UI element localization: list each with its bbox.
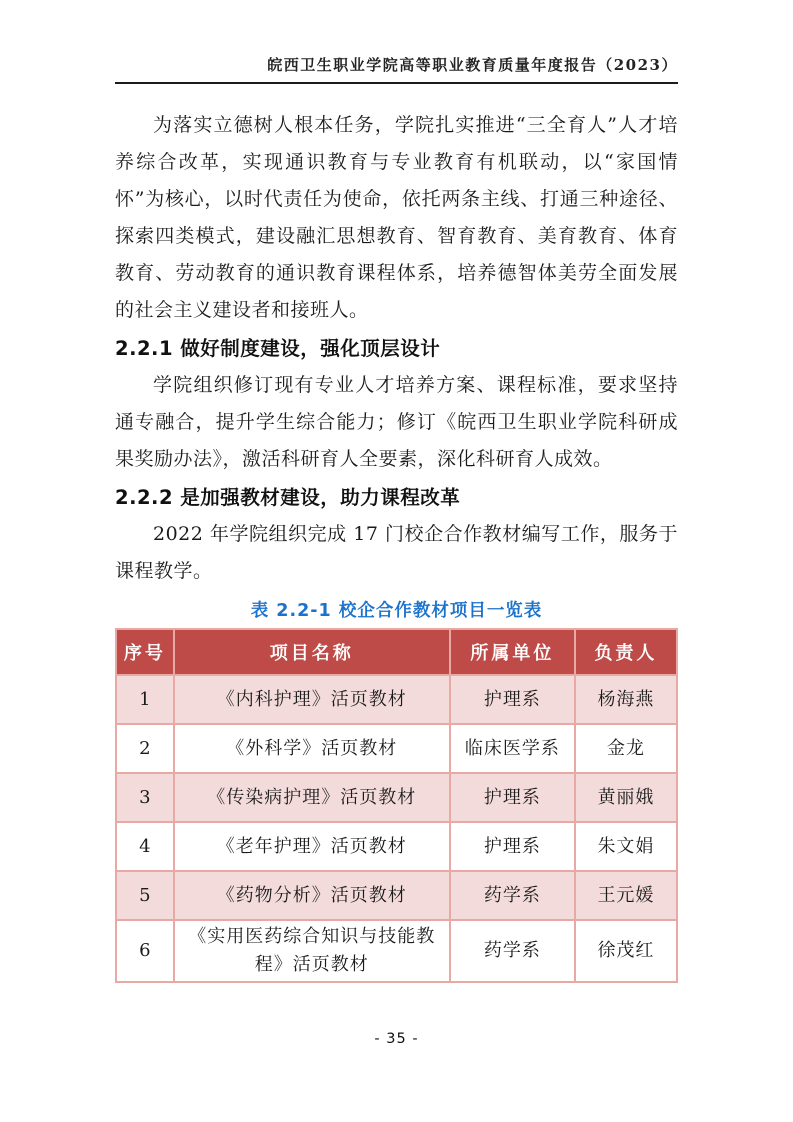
row-index-cell: 2 xyxy=(116,724,174,773)
table-row xyxy=(116,724,677,773)
person-cell: 黄丽娥 xyxy=(575,773,677,822)
unit-cell: 药学系 xyxy=(450,920,575,982)
unit-cell: 药学系 xyxy=(450,871,575,920)
person-cell: 徐茂红 xyxy=(575,920,677,982)
table-row xyxy=(116,773,677,822)
row-index-cell: 1 xyxy=(116,675,174,724)
project-table xyxy=(115,628,678,983)
project-name-cell: 《药物分析》活页教材 xyxy=(174,871,450,920)
table-row xyxy=(116,920,677,982)
project-table-header xyxy=(116,629,677,675)
unit-cell: 护理系 xyxy=(450,675,575,724)
unit-cell: 临床医学系 xyxy=(450,724,575,773)
person-cell: 金龙 xyxy=(575,724,677,773)
paragraph-2-2-2: 2022 年学院组织完成 17 门校企合作教材编写工作，服务于课程教学。 xyxy=(115,523,678,582)
header-cell-project: 项目名称 xyxy=(174,629,450,675)
page-content xyxy=(115,107,678,983)
person-cell: 王元媛 xyxy=(575,871,677,920)
person-cell: 杨海燕 xyxy=(575,675,677,724)
table-row xyxy=(116,675,677,724)
section-heading-2-2-1: 2.2.1 做好制度建设，强化顶层设计 xyxy=(115,337,441,360)
project-name-cell: 《内科护理》活页教材 xyxy=(174,675,450,724)
row-index-cell: 6 xyxy=(116,920,174,982)
project-name-cell: 《外科学》活页教材 xyxy=(174,724,450,773)
project-name-cell: 《实用医药综合知识与技能教程》活页教材 xyxy=(174,920,450,982)
table-row xyxy=(116,822,677,871)
running-header-title: 皖西卫生职业学院高等职业教育质量年度报告（2023） xyxy=(115,0,678,84)
table-header-row xyxy=(116,629,677,675)
paragraph-intro: 为落实立德树人根本任务，学院扎实推进“三全育人”人才培养综合改革，实现通识教育与专业教育有机联动，以“家国情怀”为核心，以时代责任为使命，依托两条主线、打通三种途径、探索四类模式，建设融汇思想教育、智育教育、美育教育、体育教育、劳动教育的通识教育课程体系，培养德智体美劳全面发展的社会主义建设者和接班人。 xyxy=(115,114,678,321)
unit-cell: 护理系 xyxy=(450,773,575,822)
unit-cell: 护理系 xyxy=(450,822,575,871)
row-index-cell: 4 xyxy=(116,822,174,871)
person-cell: 朱文娟 xyxy=(575,822,677,871)
header-cell-person: 负责人 xyxy=(575,629,677,675)
table-row xyxy=(116,871,677,920)
section-heading-2-2-2: 2.2.2 是加强教材建设，助力课程改革 xyxy=(115,486,461,509)
row-index-cell: 3 xyxy=(116,773,174,822)
project-name-cell: 《老年护理》活页教材 xyxy=(174,822,450,871)
paragraph-2-2-1: 学院组织修订现有专业人才培养方案、课程标准，要求坚持通专融合，提升学生综合能力；修订《皖西卫生职业学院科研成果奖励办法》，激活科研育人全要素，深化科研育人成效。 xyxy=(115,374,678,470)
table-caption: 表 2.2-1 校企合作教材项目一览表 xyxy=(250,601,543,621)
row-index-cell: 5 xyxy=(116,871,174,920)
header-cell-unit: 所属单位 xyxy=(450,629,575,675)
page-number: - 35 - xyxy=(374,1031,419,1047)
project-table-body xyxy=(116,675,677,982)
project-name-cell: 《传染病护理》活页教材 xyxy=(174,773,450,822)
header-cell-index: 序号 xyxy=(116,629,174,675)
